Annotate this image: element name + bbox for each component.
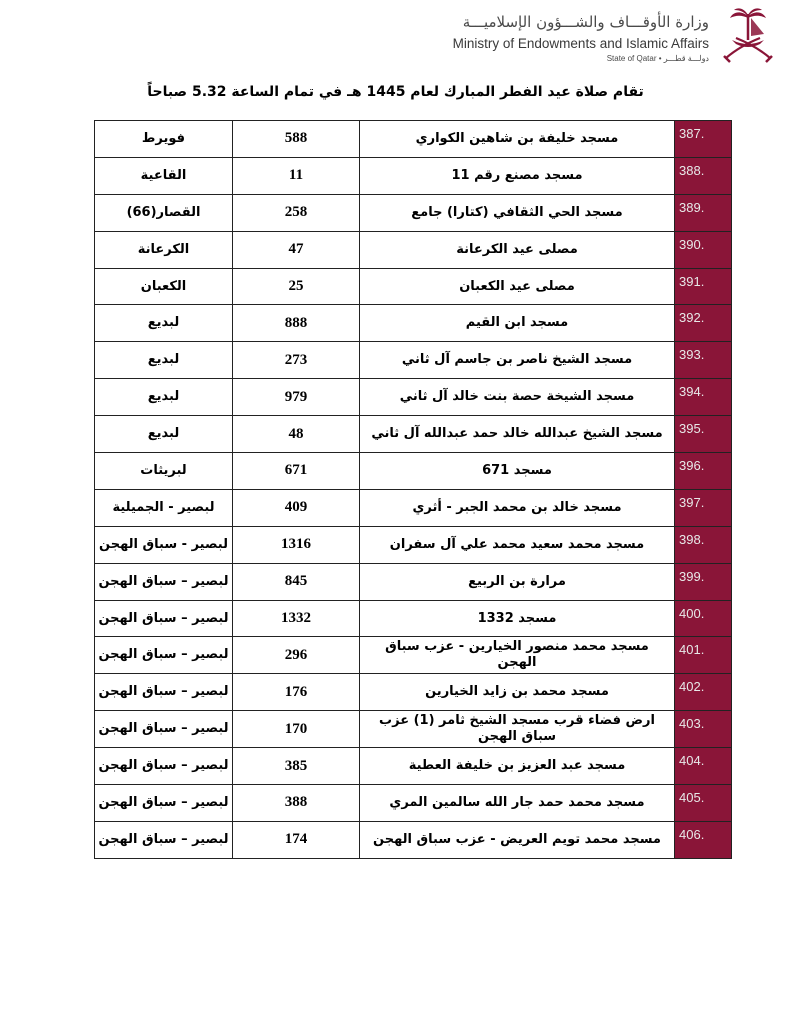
table-row bbox=[95, 785, 732, 822]
count-cell: 170 bbox=[233, 711, 360, 748]
row-number-cell bbox=[675, 379, 732, 416]
row-number-cell bbox=[675, 711, 732, 748]
row-number: 398. bbox=[679, 531, 705, 547]
ministry-emblem-icon bbox=[718, 6, 778, 64]
mosque-name-cell: مسجد الحي الثقافي (كتارا) جامع bbox=[360, 194, 675, 231]
area-cell: لبصير – سباق الهجن bbox=[95, 600, 233, 637]
table-row bbox=[95, 305, 732, 342]
row-number-cell bbox=[675, 453, 732, 490]
table-row bbox=[95, 194, 732, 231]
count-cell: 388 bbox=[233, 785, 360, 822]
page-title: تقام صلاة عيد الفطر المبارك لعام 1445 هـ في تمام الساعة 5.32 صباحاً bbox=[147, 84, 644, 100]
table-body bbox=[95, 121, 732, 859]
table-row bbox=[95, 453, 732, 490]
area-cell: القاعية bbox=[95, 157, 233, 194]
area-cell: لبديع bbox=[95, 379, 233, 416]
area-cell: القصار(66) bbox=[95, 194, 233, 231]
row-number-cell bbox=[675, 563, 732, 600]
count-cell: 409 bbox=[233, 489, 360, 526]
area-cell: لبديع bbox=[95, 305, 233, 342]
table-row bbox=[95, 526, 732, 563]
area-cell: لبديع bbox=[95, 416, 233, 453]
count-cell: 845 bbox=[233, 563, 360, 600]
count-cell: 273 bbox=[233, 342, 360, 379]
row-number: 391. bbox=[679, 273, 705, 289]
table-row bbox=[95, 821, 732, 858]
table-row bbox=[95, 489, 732, 526]
row-number: 387. bbox=[679, 126, 705, 141]
row-number: 402. bbox=[679, 679, 705, 695]
ministry-name-arabic: وزارة الأوقـــاف والشـــؤون الإسلاميـــة bbox=[462, 13, 709, 31]
area-cell: لبصير – سباق الهجن bbox=[95, 785, 233, 822]
mosque-name-cell: مسجد محمد سعيد محمد علي آل سفران bbox=[360, 526, 675, 563]
area-cell: لبصير – سباق الهجن bbox=[95, 711, 233, 748]
row-number-cell bbox=[675, 526, 732, 563]
row-number: 406. bbox=[679, 826, 705, 842]
ministry-name-english: Ministry of Endowments and Islamic Affairs bbox=[452, 36, 709, 51]
count-cell: 888 bbox=[233, 305, 360, 342]
row-number-cell bbox=[675, 785, 732, 822]
row-number-cell bbox=[675, 157, 732, 194]
count-cell: 1316 bbox=[233, 526, 360, 563]
mosque-name-cell: مسجد خالد بن محمد الجبر - أثري bbox=[360, 489, 675, 526]
row-number-cell bbox=[675, 416, 732, 453]
mosques-table bbox=[94, 120, 711, 859]
row-number-cell bbox=[675, 231, 732, 268]
row-number-cell bbox=[675, 600, 732, 637]
mosque-name-cell: مسجد الشيخة حصة بنت خالد آل ثاني bbox=[360, 379, 675, 416]
table-row bbox=[95, 231, 732, 268]
count-cell: 385 bbox=[233, 748, 360, 785]
area-cell: لبصير – سباق الهجن bbox=[95, 674, 233, 711]
row-number: 395. bbox=[679, 421, 705, 437]
row-number-cell bbox=[675, 637, 732, 674]
row-number-cell bbox=[675, 194, 732, 231]
row-number-cell bbox=[675, 821, 732, 858]
count-cell: 176 bbox=[233, 674, 360, 711]
row-number: 404. bbox=[679, 753, 705, 769]
area-cell: لبصير - الجميلية bbox=[95, 489, 233, 526]
count-cell: 258 bbox=[233, 194, 360, 231]
count-cell: 25 bbox=[233, 268, 360, 305]
row-number: 392. bbox=[679, 310, 705, 326]
page-header bbox=[0, 0, 791, 70]
table-row bbox=[95, 563, 732, 600]
mosque-name-cell: مسجد الشيخ ناصر بن جاسم آل ثاني bbox=[360, 342, 675, 379]
table-row bbox=[95, 379, 732, 416]
area-cell: لبصير - سباق الهجن bbox=[95, 526, 233, 563]
count-cell: 11 bbox=[233, 157, 360, 194]
row-number: 403. bbox=[679, 716, 705, 732]
mosque-name-cell: مسجد محمد منصور الخيارين - عزب سباق الهجن bbox=[360, 637, 675, 674]
row-number: 399. bbox=[679, 568, 705, 584]
mosque-name-cell: مصلى عيد الكعبان bbox=[360, 268, 675, 305]
mosque-name-cell: مسجد 1332 bbox=[360, 600, 675, 637]
mosque-name-cell: مسجد محمد حمد جار الله سالمين المري bbox=[360, 785, 675, 822]
table-row bbox=[95, 416, 732, 453]
row-number: 396. bbox=[679, 458, 705, 474]
area-cell: لبريثات bbox=[95, 453, 233, 490]
count-cell: 1332 bbox=[233, 600, 360, 637]
row-number-cell bbox=[675, 121, 732, 158]
table-row bbox=[95, 342, 732, 379]
mosque-name-cell: مسجد ابن القيم bbox=[360, 305, 675, 342]
count-cell: 48 bbox=[233, 416, 360, 453]
count-cell: 296 bbox=[233, 637, 360, 674]
table-row bbox=[95, 748, 732, 785]
row-number-cell bbox=[675, 342, 732, 379]
mosque-name-cell: مسجد محمد بن زايد الخيارين bbox=[360, 674, 675, 711]
mosque-name-cell: مسجد الشيخ عبدالله خالد حمد عبدالله آل ثاني bbox=[360, 416, 675, 453]
count-cell: 979 bbox=[233, 379, 360, 416]
count-cell: 174 bbox=[233, 821, 360, 858]
row-number: 390. bbox=[679, 236, 705, 252]
table-row bbox=[95, 674, 732, 711]
table-row bbox=[95, 157, 732, 194]
count-cell: 47 bbox=[233, 231, 360, 268]
table-row bbox=[95, 637, 732, 674]
state-of-qatar-label: State of Qatar • دولـــة قطـــر bbox=[606, 54, 709, 63]
table-row bbox=[95, 121, 732, 158]
table-row bbox=[95, 711, 732, 748]
mosque-name-cell: مسجد عبد العزيز بن خليفة العطية bbox=[360, 748, 675, 785]
row-number-cell bbox=[675, 489, 732, 526]
table-row bbox=[95, 600, 732, 637]
area-cell: لبديع bbox=[95, 342, 233, 379]
area-cell: فويرط bbox=[95, 121, 233, 158]
row-number: 394. bbox=[679, 384, 705, 400]
row-number: 397. bbox=[679, 494, 705, 510]
row-number: 393. bbox=[679, 347, 705, 363]
area-cell: لبصير – سباق الهجن bbox=[95, 637, 233, 674]
row-number: 400. bbox=[679, 605, 705, 621]
mosque-name-cell: مسجد محمد تويم العريض - عزب سباق الهجن bbox=[360, 821, 675, 858]
area-cell: الكرعانة bbox=[95, 231, 233, 268]
mosque-name-cell: مصلى عيد الكرعانة bbox=[360, 231, 675, 268]
mosque-name-cell: مرارة بن الربيع bbox=[360, 563, 675, 600]
row-number: 388. bbox=[679, 162, 705, 178]
table-row bbox=[95, 268, 732, 305]
area-cell: لبصير – سباق الهجن bbox=[95, 748, 233, 785]
area-cell: لبصير – سباق الهجن bbox=[95, 821, 233, 858]
row-number: 389. bbox=[679, 199, 705, 215]
count-cell: 671 bbox=[233, 453, 360, 490]
area-cell: الكعبان bbox=[95, 268, 233, 305]
row-number-cell bbox=[675, 268, 732, 305]
row-number: 405. bbox=[679, 790, 705, 806]
row-number-cell bbox=[675, 748, 732, 785]
mosque-name-cell: مسجد 671 bbox=[360, 453, 675, 490]
area-cell: لبصير – سباق الهجن bbox=[95, 563, 233, 600]
mosque-name-cell: ارض فضاء قرب مسجد الشيخ ثامر (1) عزب سباق الهجن bbox=[360, 711, 675, 748]
row-number: 401. bbox=[679, 642, 705, 658]
row-number-cell bbox=[675, 674, 732, 711]
mosque-name-cell: مسجد خليفة بن شاهين الكواري bbox=[360, 121, 675, 158]
count-cell: 588 bbox=[233, 121, 360, 158]
mosque-name-cell: مسجد مصنع رقم 11 bbox=[360, 157, 675, 194]
row-number-cell bbox=[675, 305, 732, 342]
